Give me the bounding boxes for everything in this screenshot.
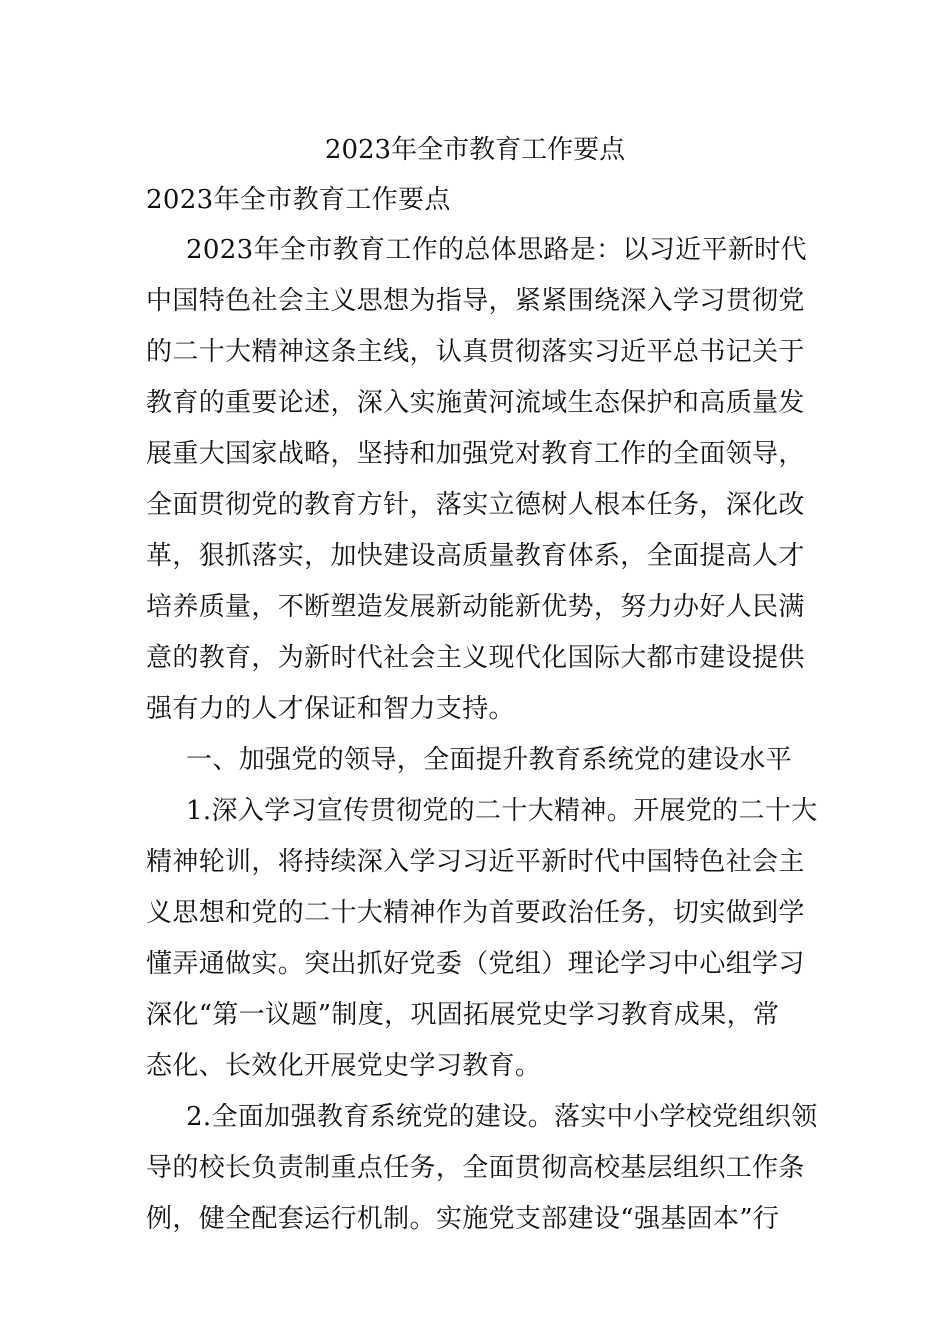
intro-line: 意的教育，为新时代社会主义现代化国际大都市建设提供	[146, 643, 805, 673]
document-subtitle: 2023年全市教育工作要点	[146, 185, 451, 215]
intro-line: 中国特色社会主义思想为指导，紧紧围绕深入学习贯彻党	[146, 286, 805, 316]
intro-line: 革，狠抓落实，加快建设高质量教育体系，全面提高人才	[146, 541, 805, 571]
item2-line: 2.全面加强教育系统党的建设。落实中小学校党组织领	[186, 1102, 818, 1132]
intro-line: 的二十大精神这条主线，认真贯彻落实习近平总书记关于	[146, 337, 805, 367]
item1-line: 1.深入学习宣传贯彻党的二十大精神。开展党的二十大	[186, 796, 818, 826]
item1-line: 态化、长效化开展党史学习教育。	[146, 1051, 542, 1081]
intro-line: 强有力的人才保证和智力支持。	[146, 694, 515, 724]
intro-line: 教育的重要论述，深入实施黄河流域生态保护和高质量发	[146, 388, 805, 418]
item1-line: 精神轮训，将持续深入学习习近平新时代中国特色社会主	[146, 847, 805, 877]
section-heading: 一、加强党的领导，全面提升教育系统党的建设水平	[186, 745, 793, 775]
intro-line: 展重大国家战略，坚持和加强党对教育工作的全面领导，	[146, 439, 805, 469]
intro-line: 全面贯彻党的教育方针，落实立德树人根本任务，深化改	[146, 490, 805, 520]
intro-line: 培养质量，不断塑造发展新动能新优势，努力办好人民满	[146, 592, 805, 622]
document-title: 2023年全市教育工作要点	[324, 135, 626, 165]
item1-line: 懂弄通做实。突出抓好党委（党组）理论学习中心组学习	[146, 949, 805, 979]
item2-line: 导的校长负责制重点任务，全面贯彻高校基层组织工作条	[146, 1153, 805, 1183]
item1-line: 义思想和党的二十大精神作为首要政治任务，切实做到学	[146, 898, 805, 928]
item1-line: 深化“第一议题”制度，巩固拓展党史学习教育成果，常	[146, 1000, 780, 1030]
intro-line: 2023年全市教育工作的总体思路是：以习近平新时代	[186, 235, 807, 265]
item2-line: 例，健全配套运行机制。实施党支部建设“强基固本”行	[146, 1204, 780, 1234]
